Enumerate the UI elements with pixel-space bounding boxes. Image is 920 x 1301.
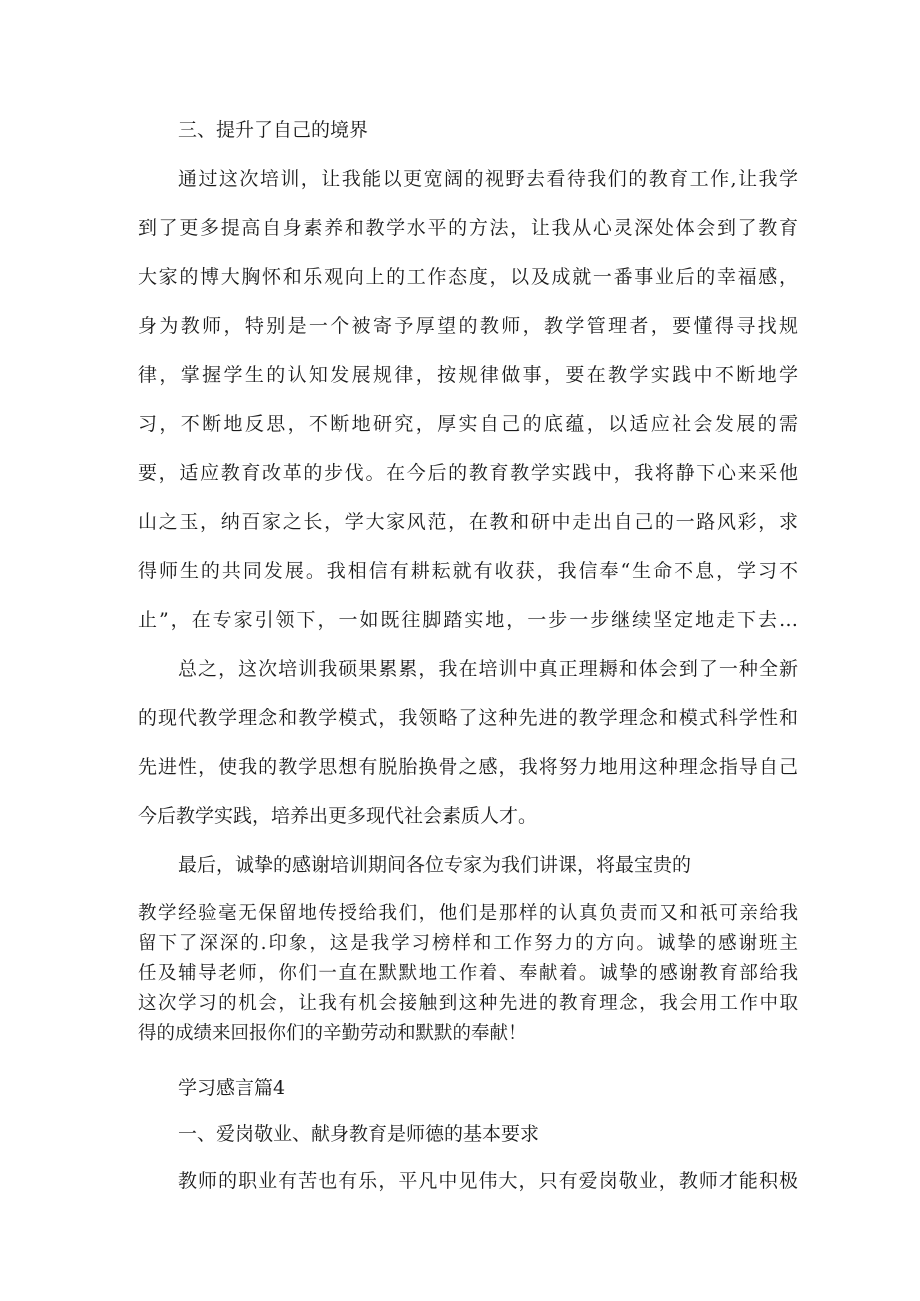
section-title: 学习感言篇4: [178, 1077, 286, 1099]
paragraph-line: 身为教师，特别是一个被寄予厚望的教师，教学管理者，要懂得寻找规: [138, 315, 798, 337]
paragraph-line: 到了更多提高自身素养和教学水平的方法，让我从心灵深处体会到了教育: [138, 217, 798, 239]
paragraph-line: 止”，在专家引领下，一如既往脚踏实地，一步一步继续坚定地走下去…: [138, 609, 798, 631]
paragraph-line: 留下了深深的.印象，这是我学习榜样和工作努力的方向。诚挚的感谢班主: [138, 933, 798, 954]
paragraph-line: 教学经验毫无保留地传授给我们，他们是那样的认真负责而又和祇可亲给我: [138, 903, 798, 924]
paragraph-line: 山之玉，纳百家之长，学大家风范，在教和研中走出自己的一路风彩，求: [138, 511, 798, 533]
heading-elevate-realm: 三、提升了自己的境界: [178, 119, 369, 141]
paragraph-line: 要，适应教育改革的步伐。在今后的教育教学实践中，我将静下心来采他: [138, 462, 798, 484]
paragraph-line: 教师的职业有苦也有乐，平凡中见伟大，只有爱岗敬业，教师才能积极: [178, 1170, 798, 1192]
paragraph-line: 通过这次培训，让我能以更宽阔的视野去看待我们的教育工作,让我学: [178, 168, 798, 190]
paragraph-line: 得的成绩来回报你们的辛勤劳动和默默的奉献！: [138, 1023, 527, 1044]
paragraph-line: 今后教学实践，培养出更多现代社会素质人才。: [138, 805, 538, 827]
paragraph-line: 先进性，使我的教学思想有脱胎换骨之感，我将努力地用这种理念指导自己: [138, 756, 798, 778]
paragraph-line: 习，不断地反思，不断地研究，厚实自己的底蕴，以适应社会发展的需: [138, 413, 798, 435]
paragraph-line: 得师生的共同发展。我相信有耕耘就有收获，我信奉“生命不息，学习不: [138, 560, 798, 582]
heading-dedication: 一、爱岗敬业、献身教育是师德的基本要求: [178, 1123, 540, 1145]
paragraph-line: 总之，这次培训我硕果累累，我在培训中真正理耨和体会到了一种全新: [178, 658, 798, 680]
paragraph-line: 这次学习的机会，让我有机会接触到这种先进的教育理念，我会用工作中取: [138, 993, 798, 1014]
paragraph-line: 任及辅导老师，你们一直在默默地工作着、奉献着。诚挚的感谢教育部给我: [138, 963, 798, 984]
paragraph-line: 律，掌握学生的认知发展规律，按规律做事，要在教学实践中不断地学: [138, 364, 798, 386]
paragraph-line: 最后，诚挚的感谢培训期间各位专家为我们讲课，将最宝贵的: [178, 854, 692, 876]
paragraph-line: 大家的博大胸怀和乐观向上的工作态度，以及成就一番事业后的幸福感，: [138, 266, 798, 288]
paragraph-line: 的现代教学理念和教学模式，我领略了这种先进的教学理念和模式科学性和: [138, 707, 798, 729]
